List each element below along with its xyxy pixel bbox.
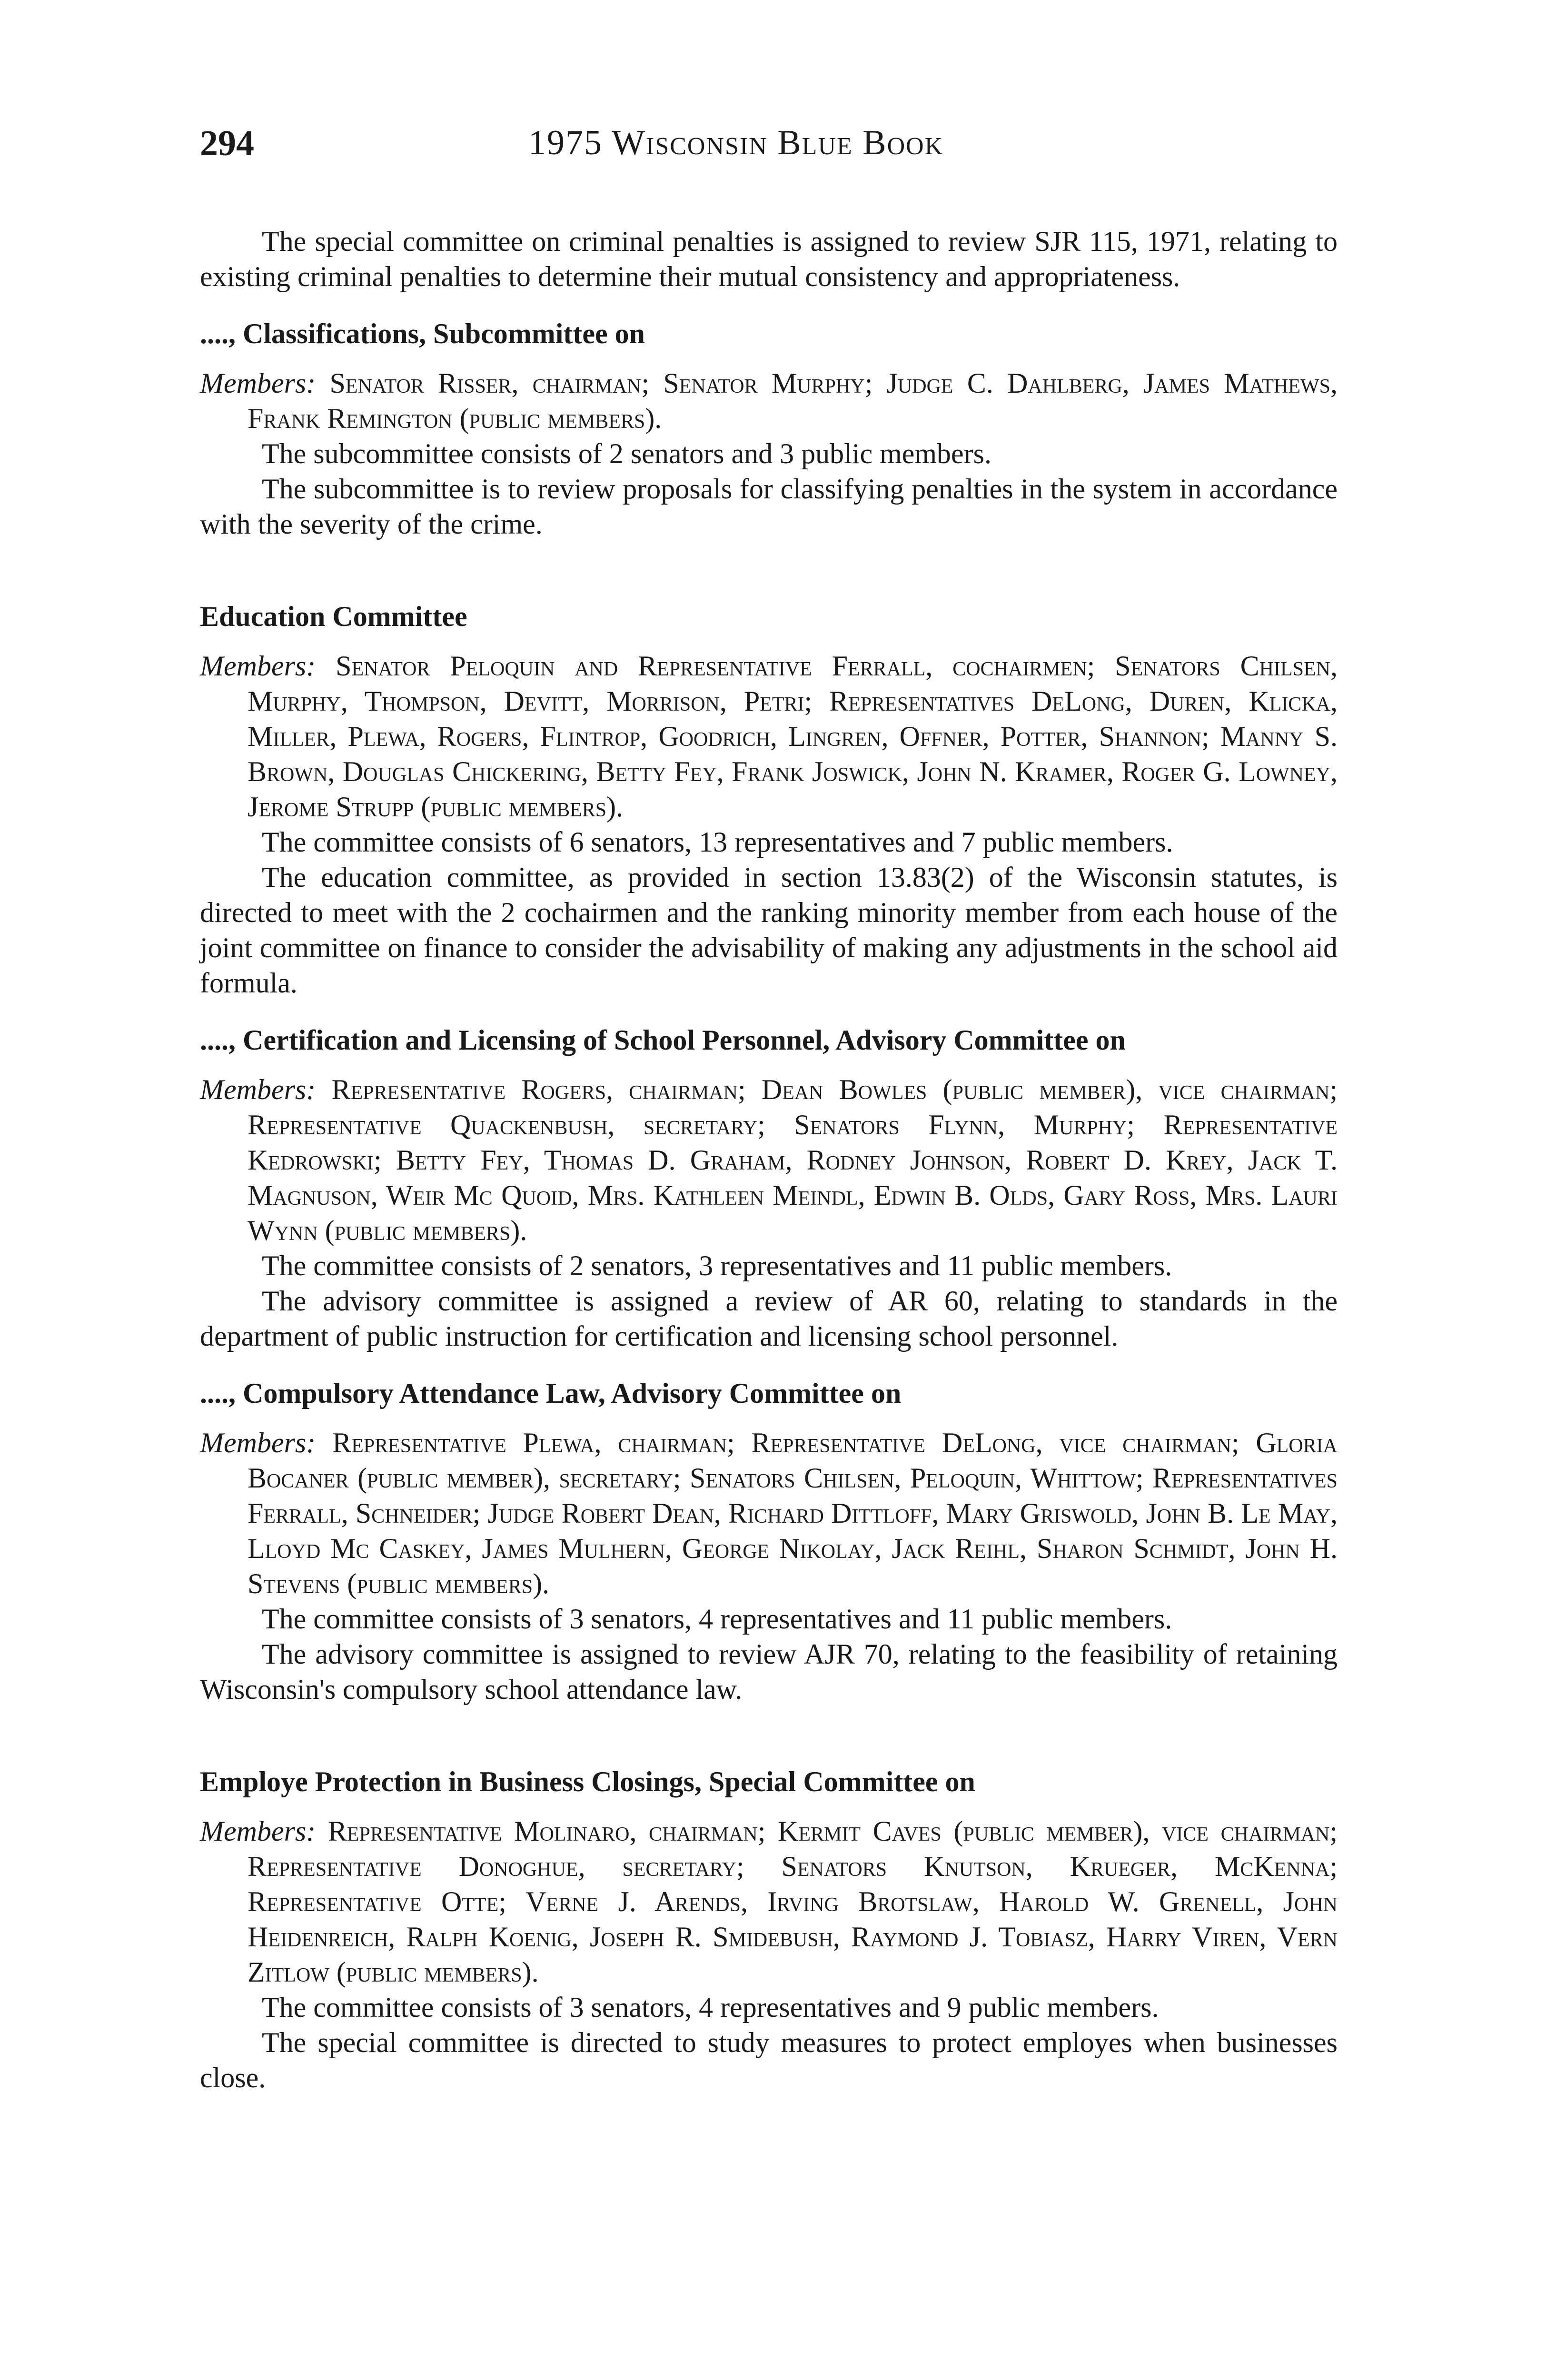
members-list	[200, 648, 1338, 824]
body-paragraph: The special committee is directed to study measures to protect employes when businesses close.	[200, 2027, 1338, 2093]
body-paragraph: The advisory committee is assigned a review of AR 60, relating to standards in the department of public instruction for certification and licensing school personnel.	[200, 1285, 1338, 1352]
members-names: Representative Rogers, chairman; Dean Bowles (public member), vice chairman; Representative Quackenbush, secretary; Senators Flynn, Murphy; Representative Kedrowski; Betty Fey, Thomas D. Graham, Rodney Johnson, Robert D. Krey, Jack T. Magnuson, Weir Mc Quoid, Mrs. Kathleen Meindl, Edwin B. Olds, Gary Ross, Mrs. Lauri Wynn (public members).	[248, 1074, 1338, 1246]
running-header	[200, 123, 1338, 175]
body-paragraph: The education committee, as provided in section 13.83(2) of the Wisconsin statutes, is directed to meet with the 2 cochairmen and the ranking minority member from each house of the joint committee on finance to consider the advisability of making any adjustments in the school aid formula.	[200, 862, 1338, 999]
section-heading: ...., Compulsory Attendance Law, Advisory Committee on	[200, 1378, 902, 1409]
members-list	[200, 1425, 1338, 1601]
section-heading: Education Committee	[200, 601, 467, 632]
body-paragraph: The advisory committee is assigned to review AJR 70, relating to the feasibility of retaining Wisconsin's compulsory school attendance law.	[200, 1638, 1338, 1705]
body-paragraph: The committee consists of 3 senators, 4 representatives and 11 public members.	[262, 1603, 1172, 1635]
members-label: Members:	[200, 367, 316, 399]
education-committee	[200, 599, 1338, 1001]
members-list	[200, 1814, 1338, 1990]
members-names: Senator Peloquin and Representative Ferrall, cochairmen; Senators Chilsen, Murphy, Thompson, Devitt, Morrison, Petri; Representatives DeLong, Duren, Klicka, Miller, Plewa, Rogers, Flintrop, Goodrich, Lingren, Offner, Potter, Shannon; Manny S. Brown, Douglas Chickering, Betty Fey, Frank Joswick, John N. Kramer, Roger G. Lowney, Jerome Strupp (public members).	[248, 650, 1338, 823]
body-paragraph: The committee consists of 6 senators, 13 representatives and 7 public members.	[262, 826, 1173, 858]
body-paragraph: The special committee on criminal penalties is assigned to review SJR 115, 1971, relating to existing criminal penalties to determine their mutual consistency and appropriateness.	[200, 226, 1338, 292]
members-names: Senator Risser, chairman; Senator Murphy; Judge C. Dahlberg, James Mathews, Frank Remington (public members).	[248, 367, 1338, 434]
body-paragraph: The committee consists of 3 senators, 4 representatives and 9 public members.	[262, 1992, 1159, 2023]
body-paragraph: The committee consists of 2 senators, 3 representatives and 11 public members.	[262, 1250, 1172, 1281]
members-list	[200, 1072, 1338, 1248]
criminal-penalties-intro	[200, 224, 1338, 294]
classifications-subcommittee	[200, 316, 1338, 542]
members-list	[200, 366, 1338, 436]
members-label: Members:	[200, 650, 316, 682]
body-paragraph: The subcommittee is to review proposals for classifying penalties in the system in accordance with the severity of the crime.	[200, 473, 1338, 540]
employe-protection-committee	[200, 1764, 1338, 2095]
members-names: Representative Molinaro, chairman; Kermit Caves (public member), vice chairman; Representative Donoghue, secretary; Senators Knutson, Krueger, McKenna; Representative Otte; Verne J. Arends, Irving Brotslaw, Harold W. Grenell, John Heidenreich, Ralph Koenig, Joseph R. Smidebush, Raymond J. Tobiasz, Harry Viren, Vern Zitlow (public members).	[248, 1815, 1338, 1988]
page-number: 294	[200, 123, 254, 163]
members-label: Members:	[200, 1815, 316, 1847]
compulsory-attendance-committee	[200, 1376, 1338, 1707]
members-names: Representative Plewa, chairman; Representative DeLong, vice chairman; Gloria Bocaner (public member), secretary; Senators Chilsen, Peloquin, Whittow; Representatives Ferrall, Schneider; Judge Robert Dean, Richard Dittloff, Mary Griswold, John B. Le May, Lloyd Mc Caskey, James Mulhern, George Nikolay, Jack Reihl, Sharon Schmidt, John H. Stevens (public members).	[248, 1427, 1338, 1599]
section-heading: ...., Classifications, Subcommittee on	[200, 318, 645, 349]
members-label: Members:	[200, 1074, 316, 1105]
members-label: Members:	[200, 1427, 316, 1458]
page-body	[200, 224, 1338, 2095]
body-paragraph: The subcommittee consists of 2 senators and 3 public members.	[262, 438, 992, 469]
section-heading: Employe Protection in Business Closings, Special Committee on	[200, 1766, 975, 1797]
book-title: 1975 Wisconsin Blue Book	[528, 123, 944, 162]
certification-licensing-committee	[200, 1022, 1338, 1354]
section-heading: ...., Certification and Licensing of School Personnel, Advisory Committee on	[200, 1024, 1126, 1056]
